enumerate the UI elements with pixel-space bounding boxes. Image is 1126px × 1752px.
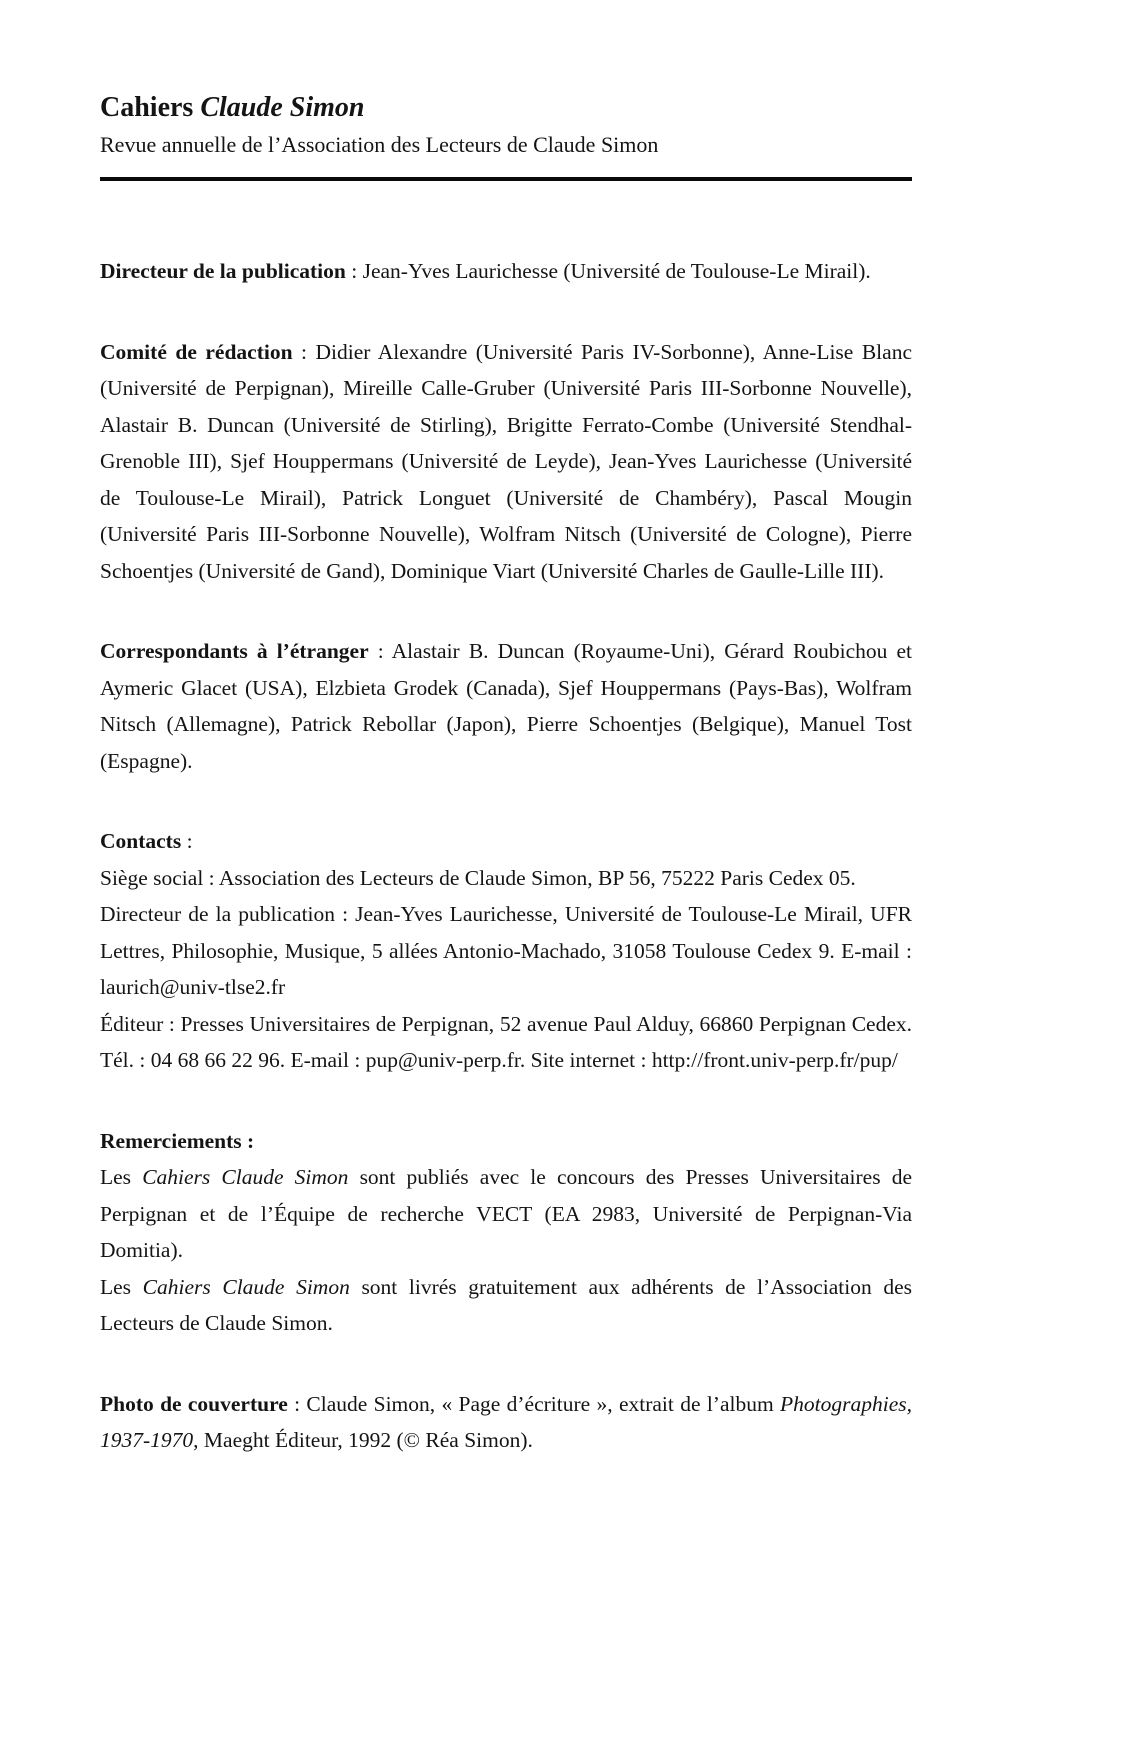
correspondants-text: : Alastair B. Duncan (Royaume-Uni), Gérard Roubichou et Aymeric Glacet (USA), Elzbieta Grodek (Canada), Sjef Houppermans (Pays-Bas), Wolfram Nitsch (Allemagne), Patrick Rebollar (Japon), Pierre Schoentjes (Belgique), Manuel Tost (Espagne). xyxy=(100,639,912,773)
journal-title-emphasis: Claude Simon xyxy=(200,92,365,123)
remerciements-p1-post: sont publiés avec le concours des Presses Universitaires de Perpignan et de l’Équipe de recherche VECT (EA 2983, Université de Perpignan-Via Domitia). xyxy=(100,1165,912,1262)
contacts-colon: : xyxy=(181,829,193,853)
photo-label: Photo de couverture xyxy=(100,1391,288,1416)
photo-album-title: Photographies, 1937-1970 xyxy=(100,1391,912,1452)
remerciements-label: Remerciements : xyxy=(100,1128,255,1153)
remerciements-paragraph-1 xyxy=(100,1159,912,1269)
contacts-line-directeur: Directeur de la publication : Jean-Yves Laurichesse, Université de Toulouse-Le Mirail, UFR Lettres, Philosophie, Musique, 5 allées Antonio-Machado, 31058 Toulouse Cedex 9. E-mail : laurich@univ-tlse2.fr xyxy=(100,902,912,999)
photo-text-mid: : Claude Simon, « Page d’écriture », extrait de l’album xyxy=(287,1391,781,1416)
journal-title-main: Cahiers xyxy=(100,92,201,123)
divider-rule xyxy=(100,177,912,181)
directeur-paragraph xyxy=(100,253,912,290)
correspondants-paragraph xyxy=(100,633,912,779)
remerciements-p2-post: sont livrés gratuitement aux adhérents de l’Association des Lecteurs de Claude Simon. xyxy=(100,1274,912,1335)
remerciements-p1-title: Cahiers Claude Simon xyxy=(142,1165,349,1189)
photo-text-end: , Maeght Éditeur, 1992 (© Réa Simon). xyxy=(193,1428,533,1452)
contacts-section xyxy=(100,823,912,1079)
contacts-label: Contacts xyxy=(100,829,182,853)
remerciements-section xyxy=(100,1123,912,1342)
remerciements-p2-pre: Les xyxy=(100,1274,143,1299)
directeur-text: : Jean-Yves Laurichesse (Université de Toulouse-Le Mirail). xyxy=(345,259,871,283)
contacts-line-siege: Siège social : Association des Lecteurs de Claude Simon, BP 56, 75222 Paris Cedex 05. xyxy=(100,865,856,890)
directeur-label: Directeur de la publication xyxy=(100,259,346,283)
correspondants-label: Correspondants à l’étranger xyxy=(100,639,369,663)
remerciements-heading xyxy=(100,1123,912,1160)
comite-paragraph xyxy=(100,334,912,590)
remerciements-p2-title: Cahiers Claude Simon xyxy=(142,1274,350,1299)
journal-title xyxy=(100,90,912,126)
comite-text: : Didier Alexandre (Université Paris IV-Sorbonne), Anne-Lise Blanc (Université de Perpignan), Mireille Calle-Gruber (Université Paris III-Sorbonne Nouvelle), Alastair B. Duncan (Université de Stirling), Brigitte Ferrato-Combe (Université Stendhal-Grenoble III), Sjef Houppermans (Université de Leyde), Jean-Yves Laurichesse (Université de Toulouse-Le Mirail), Patrick Longuet (Université de Chambéry), Pascal Mougin (Université Paris III-Sorbonne Nouvelle), Wolfram Nitsch (Université de Cologne), Pierre Schoentjes (Université de Gand), Dominique Viart (Université Charles de Gaulle-Lille III). xyxy=(100,339,912,583)
remerciements-paragraph-2 xyxy=(100,1269,912,1342)
journal-subtitle: Revue annuelle de l’Association des Lecteurs de Claude Simon xyxy=(100,132,659,157)
contacts-heading xyxy=(100,823,912,860)
document-page xyxy=(100,0,912,1459)
photo-paragraph xyxy=(100,1386,912,1459)
contacts-line-editeur: Éditeur : Presses Universitaires de Perpignan, 52 avenue Paul Alduy, 66860 Perpignan Cedex. Tél. : 04 68 66 22 96. E-mail : pup@univ-perp.fr. Site internet : http://front.univ-perp.fr/pup/ xyxy=(100,1011,912,1072)
comite-label: Comité de rédaction xyxy=(100,339,293,364)
remerciements-p1-pre: Les xyxy=(100,1165,143,1189)
